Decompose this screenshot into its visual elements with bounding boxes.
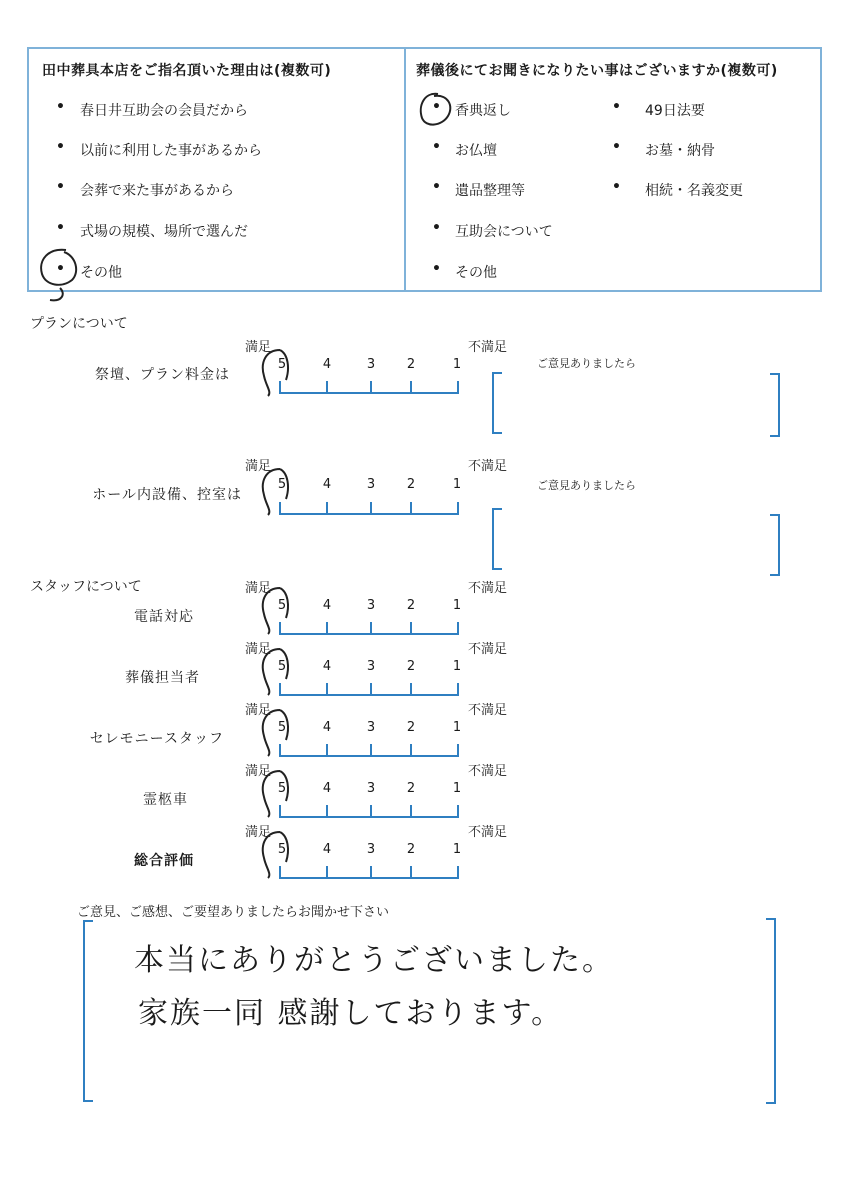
bullet-icon: • [612,99,621,115]
scale-number[interactable]: 2 [406,842,416,857]
scale-number[interactable]: 3 [366,842,376,857]
reason-option-label: 春日井互助会の会員だから [80,103,248,119]
scale-tick [410,744,412,756]
satisfied-label: 満足 [245,459,272,474]
scale-tick [326,622,328,634]
scale-tick [326,744,328,756]
scale-number[interactable]: 1 [452,720,462,735]
scale-tick [457,866,459,878]
reason-option-label: 式場の規模、場所で選んだ [80,224,248,240]
scale-number[interactable]: 2 [406,477,416,492]
rating-circle-mark [258,828,298,880]
rating-scale-line [279,513,459,515]
scale-number[interactable]: 2 [406,720,416,735]
comment-bracket-left[interactable] [492,508,502,570]
scale-tick [457,381,459,393]
scale-number[interactable]: 3 [366,720,376,735]
feedback-bracket-right [766,918,776,1104]
scale-tick [457,805,459,817]
comment-bracket-right [770,514,780,576]
after-option-label: 互助会について [455,224,553,240]
question-label: ホール内設備、控室は [92,487,242,503]
scale-number[interactable]: 5 [277,720,287,735]
scale-tick [370,866,372,878]
rating-scale-line [279,877,459,879]
after-option-label: お仏壇 [455,143,497,159]
after-option-label: 49日法要 [645,103,705,119]
scale-number[interactable]: 5 [277,598,287,613]
scale-tick [326,866,328,878]
scale-number[interactable]: 3 [366,781,376,796]
question-label: 総合評価 [134,853,194,869]
scale-number[interactable]: 4 [322,842,332,857]
scale-number[interactable]: 5 [277,477,287,492]
selection-circle-mark [416,90,456,135]
rating-scale-line [279,392,459,394]
bullet-icon: • [56,179,65,195]
rating-circle-mark [258,767,298,819]
feedback-handwritten-line: 本当にありがとうございました。 [134,943,614,978]
scale-tick [410,866,412,878]
scale-number[interactable]: 2 [406,598,416,613]
bullet-icon: • [56,139,65,155]
scale-tick [410,805,412,817]
scale-number[interactable]: 4 [322,357,332,372]
unsatisfied-label: 不満足 [468,764,508,779]
scale-tick [370,805,372,817]
after-option-label: 香典返し [455,103,511,119]
scale-tick [370,622,372,634]
scale-number[interactable]: 5 [277,842,287,857]
scale-number[interactable]: 5 [277,659,287,674]
scale-number[interactable]: 1 [452,477,462,492]
scale-tick [457,622,459,634]
reason-box-title: 田中葬具本店をご指名頂いた理由は(複数可) [42,63,332,79]
top-box-border-top [27,47,822,49]
bullet-icon: • [432,179,441,195]
unsatisfied-label: 不満足 [468,703,508,718]
scale-tick [326,683,328,695]
reason-option-label: 会葬で来た事があるから [80,183,234,199]
scale-number[interactable]: 2 [406,659,416,674]
scale-tick [370,381,372,393]
satisfied-label: 満足 [245,581,272,596]
bullet-icon: • [612,179,621,195]
question-label: 葬儀担当者 [125,670,200,686]
unsatisfied-label: 不満足 [468,642,508,657]
top-box-border-left [27,47,29,292]
after-option-label: その他 [455,265,497,281]
scale-tick [410,622,412,634]
scale-tick [370,683,372,695]
rating-circle-mark [258,706,298,758]
scale-tick [326,805,328,817]
scale-number[interactable]: 5 [277,357,287,372]
selection-circle-mark [36,246,86,306]
scale-number[interactable]: 3 [366,357,376,372]
question-label: 電話対応 [134,609,194,625]
bullet-icon: • [56,220,65,236]
scale-number[interactable]: 5 [277,781,287,796]
satisfied-label: 満足 [245,642,272,657]
scale-number[interactable]: 3 [366,659,376,674]
scale-tick [370,502,372,514]
bullet-icon: • [56,261,65,277]
scale-tick [457,502,459,514]
scale-number[interactable]: 1 [452,659,462,674]
scale-tick [457,683,459,695]
satisfied-label: 満足 [245,764,272,779]
scale-tick [326,502,328,514]
scale-number[interactable]: 3 [366,477,376,492]
plan-section-title: プランについて [30,316,128,332]
feedback-prompt: ご意見、ご感想、ご要望ありましたらお聞かせ下さい [77,905,390,920]
scale-tick [457,744,459,756]
scale-tick [410,683,412,695]
scale-number[interactable]: 1 [452,598,462,613]
scale-tick [370,744,372,756]
scale-number[interactable]: 4 [322,598,332,613]
top-box-divider [404,47,406,292]
scale-number[interactable]: 1 [452,781,462,796]
after-option-label: お墓・納骨 [645,143,715,159]
scale-number[interactable]: 4 [322,477,332,492]
rating-scale-line [279,755,459,757]
staff-section-title: スタッフについて [30,579,142,595]
bullet-icon: • [432,139,441,155]
comment-bracket-left[interactable] [492,372,502,434]
satisfied-label: 満足 [245,825,272,840]
comment-prompt: ご意見ありましたら [537,357,636,370]
after-box-title: 葬儀後にてお聞きになりたい事はございますか(複数可) [416,63,778,79]
comment-bracket-right [770,373,780,437]
reason-option-label: その他 [80,265,122,281]
scale-tick [410,381,412,393]
scale-number[interactable]: 4 [322,659,332,674]
unsatisfied-label: 不満足 [468,825,508,840]
feedback-handwritten-line: 家族一同 感謝しております。 [138,996,564,1031]
top-box-border-bottom [27,290,822,292]
question-label: セレモニースタッフ [89,731,224,747]
rating-scale-line [279,633,459,635]
question-label: 霊柩車 [143,792,188,808]
question-label: 祭壇、プラン料金は [95,367,230,383]
scale-tick [410,502,412,514]
unsatisfied-label: 不満足 [468,459,508,474]
scale-number[interactable]: 3 [366,598,376,613]
top-box-border-right [820,47,822,292]
scale-number[interactable]: 1 [452,842,462,857]
feedback-bracket-left[interactable] [83,920,93,1102]
rating-circle-mark [258,584,298,636]
scale-number[interactable]: 1 [452,357,462,372]
rating-circle-mark [258,346,298,398]
bullet-icon: • [432,220,441,236]
satisfied-label: 満足 [245,340,272,355]
reason-option-label: 以前に利用した事があるから [80,143,262,159]
scale-number[interactable]: 2 [406,357,416,372]
after-option-label: 相続・名義変更 [645,183,743,199]
satisfied-label: 満足 [245,703,272,718]
rating-circle-mark [258,465,298,517]
rating-scale-line [279,694,459,696]
bullet-icon: • [432,99,441,115]
unsatisfied-label: 不満足 [468,581,508,596]
bullet-icon: • [612,139,621,155]
after-option-label: 遺品整理等 [455,183,525,199]
rating-scale-line [279,816,459,818]
bullet-icon: • [432,261,441,277]
scale-number[interactable]: 4 [322,781,332,796]
rating-circle-mark [258,645,298,697]
scale-tick [326,381,328,393]
unsatisfied-label: 不満足 [468,340,508,355]
scale-number[interactable]: 4 [322,720,332,735]
bullet-icon: • [56,99,65,115]
scale-number[interactable]: 2 [406,781,416,796]
comment-prompt: ご意見ありましたら [537,479,636,492]
